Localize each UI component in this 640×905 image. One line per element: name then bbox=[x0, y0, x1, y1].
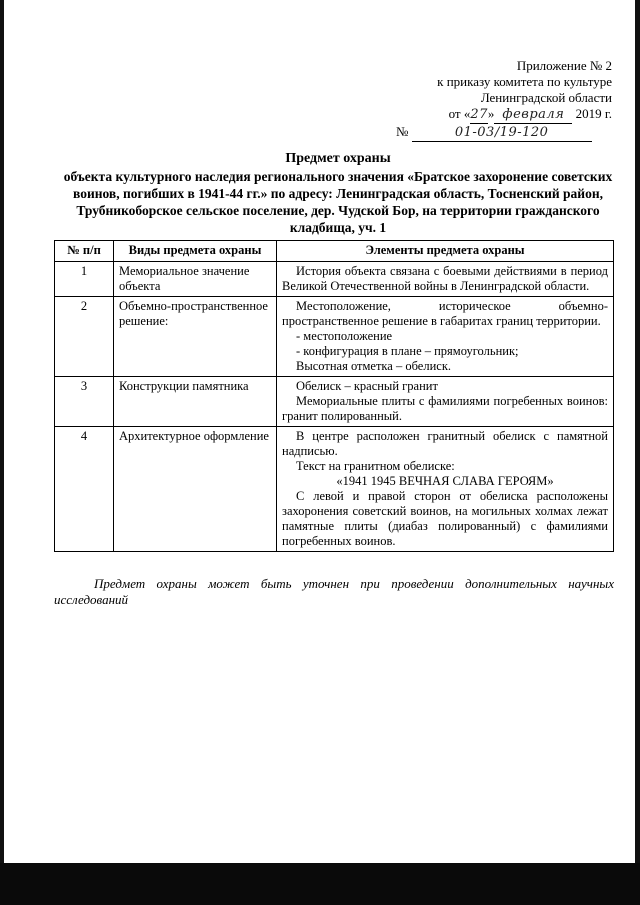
scan-edge-bottom bbox=[0, 863, 640, 905]
col-header-elements: Элементы предмета охраны bbox=[277, 241, 614, 262]
col-header-kind: Виды предмета охраны bbox=[114, 241, 277, 262]
appendix-date: от «27» февраля 2019 г. bbox=[448, 106, 612, 122]
row-kind: Архитектурное оформление bbox=[114, 427, 277, 552]
protection-subject-table bbox=[54, 240, 614, 552]
document-title bbox=[58, 150, 618, 236]
row-elements: История объекта связана с боевыми действиями в период Великой Отечественной войны в Ленинградской области. bbox=[277, 262, 614, 297]
obelisk-inscription: «1941 1945 ВЕЧНАЯ СЛАВА ГЕРОЯМ» bbox=[336, 474, 554, 488]
row-number: 3 bbox=[55, 377, 114, 427]
date-day-handwritten: 27 bbox=[470, 107, 488, 122]
scan-edge-left bbox=[0, 0, 4, 905]
date-year: 2019 г. bbox=[575, 106, 612, 121]
appendix-number: Приложение № 2 bbox=[516, 58, 612, 73]
row-number: 1 bbox=[55, 262, 114, 297]
row-elements: Местоположение, историческое объемно-пространственное решение в габаритах границ территории. - местоположение - конфигурация в плане – прямоугольник; Высотная отметка – обелиск. bbox=[277, 297, 614, 377]
table-row bbox=[55, 377, 614, 427]
table-header-row bbox=[55, 241, 614, 262]
row-kind: Объемно-пространственное решение: bbox=[114, 297, 277, 377]
row-number: 2 bbox=[55, 297, 114, 377]
appendix-region: Ленинградской области bbox=[480, 90, 612, 105]
table-row bbox=[55, 262, 614, 297]
row-kind: Конструкции памятника bbox=[114, 377, 277, 427]
order-number-handwritten: 01-03/19-120 bbox=[412, 125, 592, 142]
row-kind: Мемориальное значение объекта bbox=[114, 262, 277, 297]
title-body: объекта культурного наследия регионального значения «Братское захоронение советских воинов, погибших в 1941-44 гг.» по адресу: Ленинградская область, Тосненский район, Трубникоборское сельское поселение, дер. Чудской Бор, на территории гражданского кладбища, уч. 1 bbox=[63, 169, 613, 235]
row-elements: Обелиск – красный гранит Мемориальные плиты с фамилиями погребенных воинов: гранит полированный. bbox=[277, 377, 614, 427]
appendix-order-ref: к приказу комитета по культуре bbox=[437, 74, 612, 89]
date-month-handwritten: февраля bbox=[494, 107, 572, 124]
col-header-number: № п/п bbox=[55, 241, 114, 262]
row-number: 4 bbox=[55, 427, 114, 552]
appendix-header bbox=[392, 58, 612, 142]
scan-edge-right bbox=[635, 0, 640, 905]
table-row bbox=[55, 427, 614, 552]
title-heading: Предмет охраны bbox=[285, 151, 391, 166]
appendix-order-number: № 01-03/19-120 bbox=[392, 124, 612, 142]
row-elements: В центре расположен гранитный обелиск с памятной надписью. Текст на гранитном обелиске: «1941 1945 ВЕЧНАЯ СЛАВА ГЕРОЯМ» С левой и правой сторон от обелиска расположены захоронения советский воинов, на могильных холмах лежат памятные плиты (диабаз полированный) с фамилиями погребенных воинов. bbox=[277, 427, 614, 552]
table-row bbox=[55, 297, 614, 377]
footnote: Предмет охраны может быть уточнен при проведении дополнительных научных исследований bbox=[54, 576, 614, 607]
